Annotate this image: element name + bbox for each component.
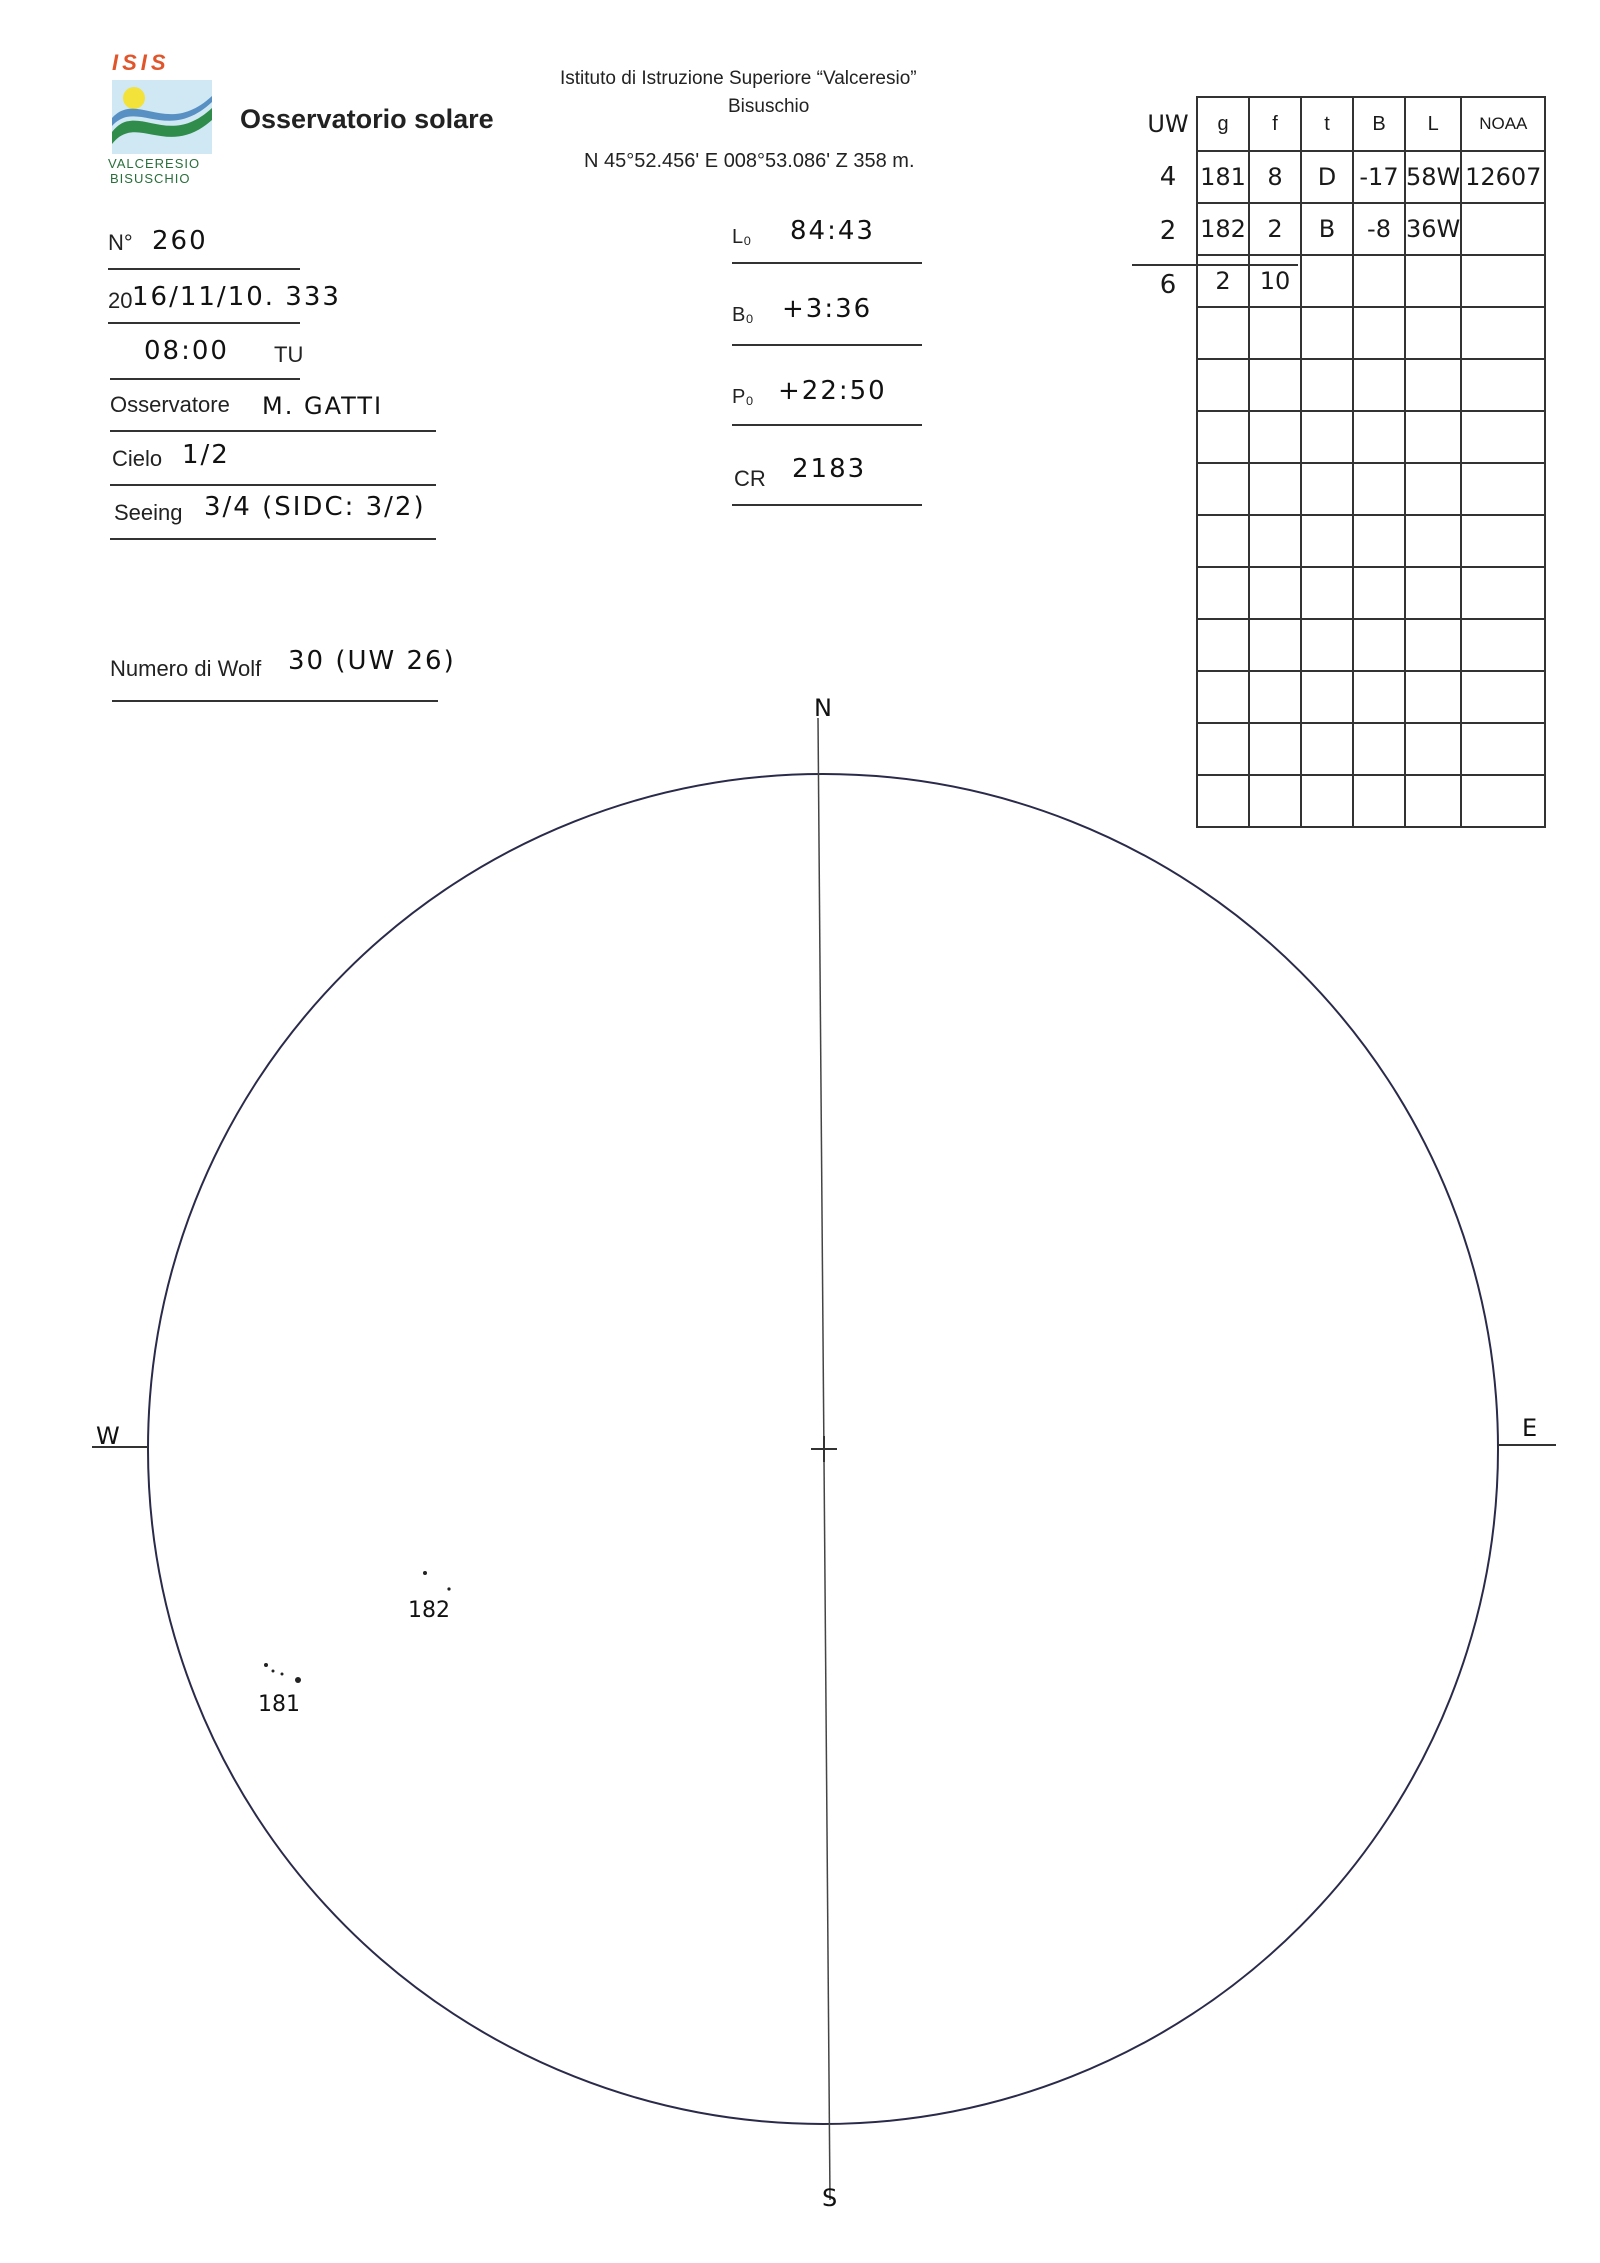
time-suffix: TU [274, 342, 304, 367]
date-value: 16/11/10. 333 [132, 282, 341, 312]
cell-g: 182 [1197, 203, 1249, 255]
page-title: Osservatorio solare [240, 104, 494, 134]
l0-label: L₀ [732, 226, 752, 248]
wolf-label: Numero di Wolf [110, 656, 262, 681]
observer-label: Osservatore [110, 392, 230, 417]
cell-g: 2 [1197, 255, 1249, 307]
cell-noaa: 12607 [1461, 151, 1545, 203]
sunspot [281, 1673, 284, 1676]
seeing-label: Seeing [114, 500, 183, 525]
sunspot [272, 1670, 275, 1673]
sunspot [264, 1663, 268, 1667]
p0-value: +22:50 [778, 376, 887, 406]
b0-label: B₀ [732, 304, 754, 326]
seeing-value: 3/4 (SIDC: 3/2) [204, 492, 426, 522]
col-header-g: g [1197, 97, 1249, 151]
col-header-f: f [1249, 97, 1301, 151]
date-prefix: 20 [108, 288, 133, 313]
logo-caption-line2: BISUSCHIO [110, 171, 191, 186]
site-coordinates: N 45°52.456' E 008°53.086' Z 358 m. [584, 150, 915, 172]
col-header-b: B [1353, 97, 1405, 151]
wolf-value: 30 (UW 26) [288, 646, 456, 676]
south-label: S [822, 2184, 840, 2212]
logo-caption-line1: VALCERESIO [108, 156, 201, 171]
uw-value: 4 [1159, 162, 1177, 192]
observer-value: M. GATTI [262, 392, 384, 420]
p0-label: P₀ [732, 386, 754, 408]
b0-value: +3:36 [782, 294, 873, 324]
uw-header: UW [1147, 110, 1189, 138]
cr-label: CR [734, 466, 766, 491]
cell-t: D [1301, 151, 1353, 203]
number-label: N° [108, 230, 133, 255]
institute-name: Istituto di Istruzione Superiore “Valceresio” [560, 68, 917, 89]
cell-l: 58W [1405, 151, 1461, 203]
number-value: 260 [152, 226, 208, 256]
sky-label: Cielo [112, 446, 163, 471]
logo-wordmark: ISIS [112, 50, 170, 75]
cell-g: 181 [1197, 151, 1249, 203]
sunspot [295, 1677, 301, 1683]
cell-l: 36W [1405, 203, 1461, 255]
col-header-t: t [1301, 97, 1353, 151]
group-label-182: 182 [408, 1598, 450, 1623]
group-label-181: 181 [258, 1692, 300, 1717]
uw-value: 2 [1159, 216, 1177, 246]
time-value: 08:00 [144, 336, 229, 366]
cell-f: 10 [1249, 255, 1301, 307]
col-header-noaa: NOAA [1461, 97, 1545, 151]
cell-f: 8 [1249, 151, 1301, 203]
sunspot [447, 1587, 450, 1590]
west-label: W [96, 1422, 122, 1450]
col-header-l: L [1405, 97, 1461, 151]
sunspot [423, 1571, 427, 1575]
north-label: N [814, 694, 834, 722]
sky-value: 1/2 [182, 440, 230, 470]
cr-value: 2183 [792, 454, 867, 484]
l0-value: 84:43 [790, 216, 875, 246]
east-label: E [1522, 1414, 1540, 1442]
cell-b: -17 [1353, 151, 1405, 203]
institute-town: Bisuschio [728, 96, 810, 117]
cell-b: -8 [1353, 203, 1405, 255]
cell-t: B [1301, 203, 1353, 255]
cell-f: 2 [1249, 203, 1301, 255]
uw-value: 6 [1159, 270, 1177, 300]
